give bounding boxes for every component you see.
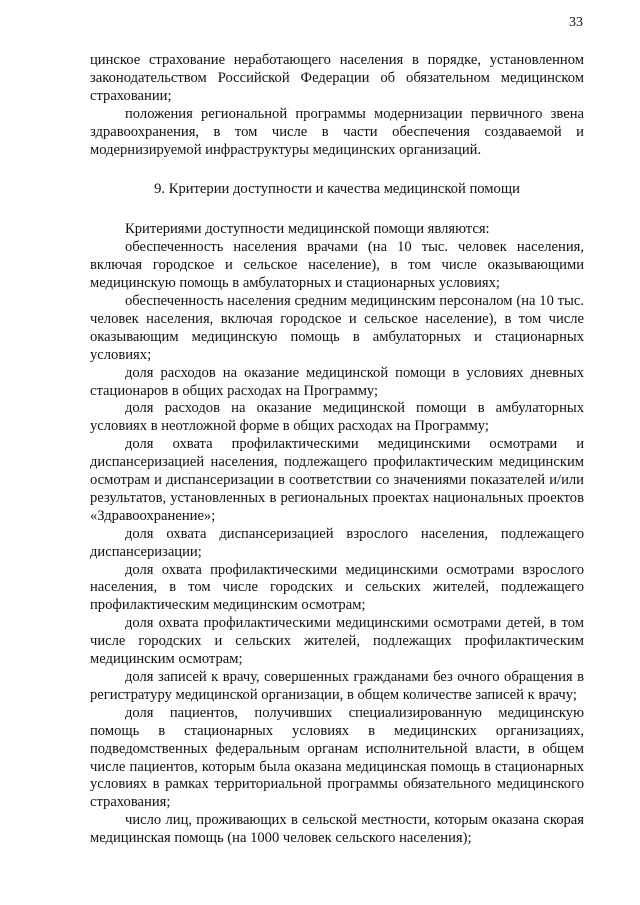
page-content: [90, 52, 584, 848]
criteria-item: доля охвата диспансеризацией взрослого населения, подлежащего диспансеризации;: [90, 525, 584, 560]
paragraph: положения региональной программы модернизации первичного звена здравоохранения, в том числе в части обеспечения создаваемой и модернизируемой инфраструктуры медицинских организаций.: [90, 105, 584, 158]
criteria-item: доля записей к врачу, совершенных гражданами без очного обращения в регистратуру медицинской организации, в общем количестве записей к врачу;: [90, 669, 584, 703]
paragraph-continuation: цинское страхование неработающего населения в порядке, установленном законодательством Российской Федерации об обязательном медицинском страховании;: [90, 52, 584, 104]
criteria-item: обеспеченность населения средним медицинским персоналом (на 10 тыс. человек населения, включая городское и сельское население), в том числе оказывающим медицинскую помощь в амбулаторных и стационарных условиях;: [90, 292, 584, 363]
criteria-item: доля охвата профилактическими медицинскими осмотрами детей, в том числе городских и сельских жителей, подлежащих профилактическим медицинским осмотрам;: [90, 615, 584, 668]
criteria-item: обеспеченность населения врачами (на 10 тыс. человек населения, включая городское и сельское население), в том числе оказывающими медицинскую помощь в амбулаторных и стационарных условиях;: [90, 239, 584, 292]
criteria-item: число лиц, проживающих в сельской местности, которым оказана скорая медицинская помощь (на 1000 человек сельского населения);: [90, 812, 584, 847]
page-number: 33: [569, 15, 583, 30]
criteria-item: доля расходов на оказание медицинской помощи в условиях дневных стационаров в общих расходах на Программу;: [90, 364, 584, 399]
criteria-item: доля пациентов, получивших специализированную медицинскую помощь в стационарных условиях в медицинских организациях, подведомственных федеральным органам исполнительной власти, в общем числе пациентов, которым была оказана медицинская помощь в стационарных условиях в рамках территориальной программы обязательного медицинского страхования;: [90, 704, 584, 811]
criteria-item: доля расходов на оказание медицинской помощи в амбулаторных условиях в неотложной форме в общих расходах на Программу;: [90, 400, 584, 435]
criteria-item: доля охвата профилактическими медицинскими осмотрами взрослого населения, в том числе городских и сельских жителей, подлежащего профилактическим медицинским осмотрам;: [90, 561, 584, 614]
criteria-intro: Критериями доступности медицинской помощи являются:: [125, 221, 490, 238]
criteria-list: [90, 221, 584, 848]
section-heading: 9. Критерии доступности и качества медицинской помощи: [154, 181, 520, 198]
criteria-item: доля охвата профилактическими медицинскими осмотрами и диспансеризацией населения, подлежащего профилактическим медицинским осмотрам и диспансеризации в соответствии со значениями показателей и/или результатов, установленных в региональных проектах национальных проектов «Здравоохранение»;: [90, 436, 584, 524]
